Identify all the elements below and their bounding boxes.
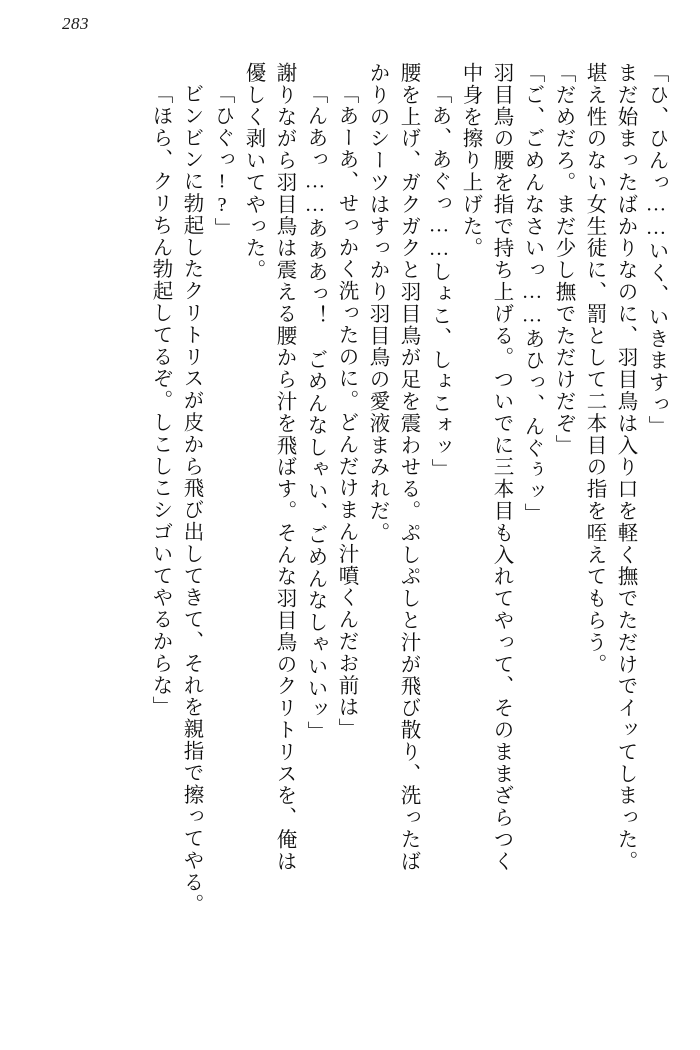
text-line: 「だめだろ。まだ少し撫でただけだぞ」 — [552, 62, 574, 457]
text-line: 中身を擦り上げた。 — [459, 62, 481, 260]
text-line: まだ始まったばかりなのに、羽目鳥は入り口を軽く撫でただけでイッてしまった。 — [614, 62, 636, 873]
text-line: 「ほら、クリちん勃起してるぞ。しこしこシゴいてやるからな」 — [149, 83, 171, 719]
text-line: 「ご、ごめんなさいっ……あひっ、んぐぅッ」 — [521, 62, 543, 525]
text-line: 羽目鳥の腰を指で持ち上げる。ついでに三本目も入れてやって、そのままざらつく — [490, 62, 512, 873]
text-line: 堪え性のない女生徒に、罰として二本目の指を咥えてもらう。 — [583, 62, 605, 676]
text-line: ビンビンに勃起したクリトリスが皮から飛び出してきて、それを親指で擦ってやる。 — [180, 83, 202, 916]
text-line: 「あーあ、せっかく洗ったのに。どんだけまん汁噴くんだお前は」 — [335, 83, 357, 740]
text-line: 謝りながら羽目鳥は震える腰から汁を飛ばす。そんな羽目鳥のクリトリスを、俺は — [273, 62, 295, 873]
text-line: 優しく剥いてやった。 — [242, 62, 264, 281]
text-line: 「あ、あぐっ……しょこ、しょこォッ」 — [428, 83, 450, 481]
text-line: 「ひ、ひんっ……いく、いきますっ」 — [645, 62, 667, 438]
text-line: かりのシーツはすっかり羽目鳥の愛液まみれだ。 — [366, 62, 388, 544]
vertical-text-body — [34, 62, 666, 1028]
text-line: 「んあっ……あああっ！ ごめんなしゃい、ごめんなしゃいいッ」 — [304, 83, 326, 743]
text-line: 「ひぐっ!?」 — [211, 83, 233, 240]
text-line: 腰を上げ、ガクガクと羽目鳥が足を震わせる。ぷしぷしと汁が飛び散り、洗ったば — [397, 62, 419, 873]
page-number: 283 — [62, 14, 89, 33]
